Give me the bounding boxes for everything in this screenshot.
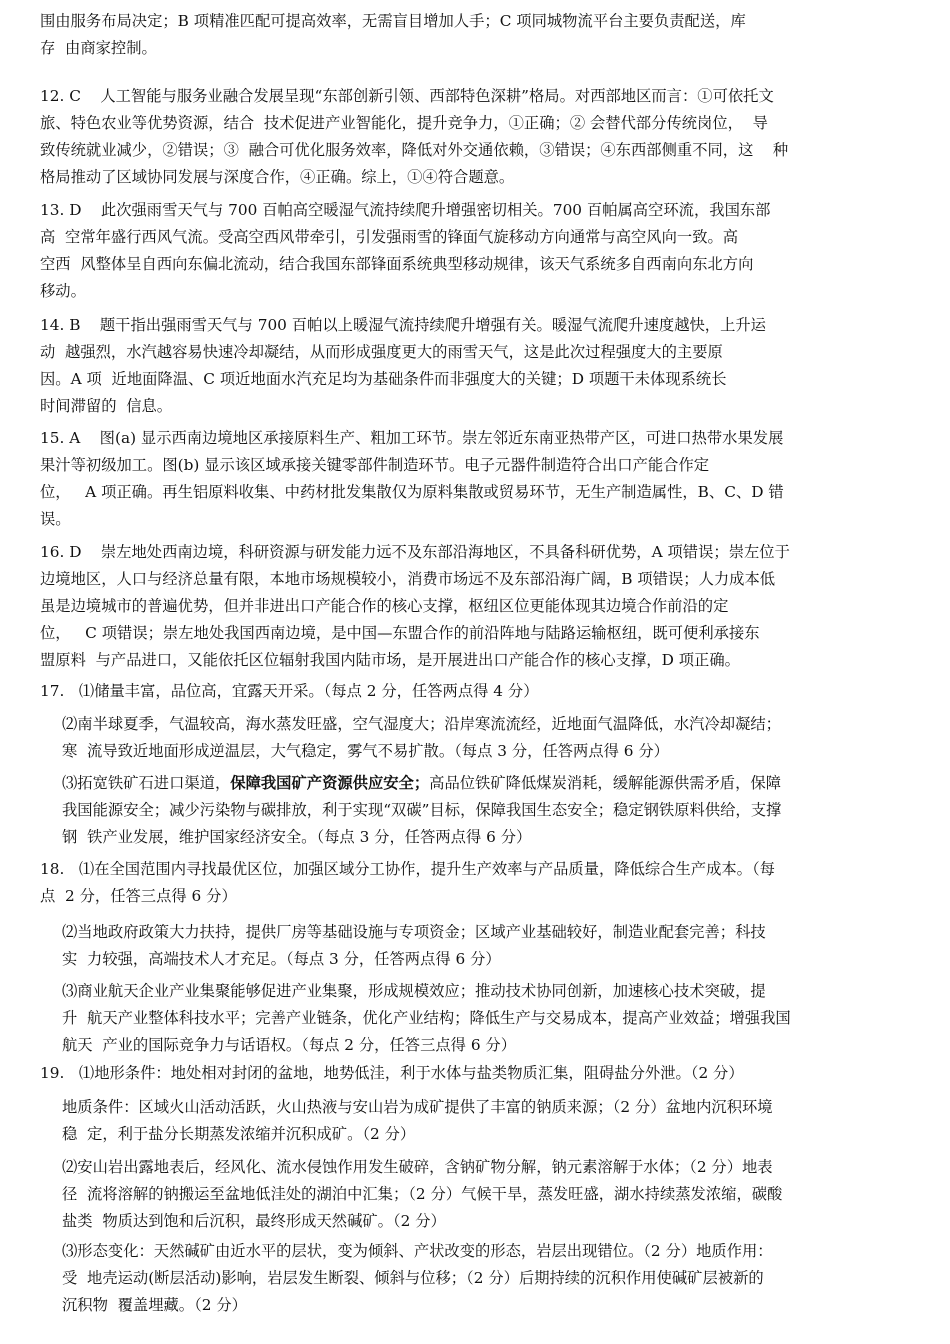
answer-q14: 14. B 题干指出强雨雪天气与 700 百帕以上暖湿气流持续爬升增强有关。暖湿气流爬升速度越快，上升运 动 越强烈，水汽越容易快速冷却凝结，从而形成强度更大的雨雪天气，这是此次过程强度大的主要原 因。A 项 近地面降温、C 项近地面水汽充足均为基础条件而非强度大的关键；D 项题干未体现系统长 时间滞留的 信息。 bbox=[40, 316, 766, 415]
answer-q17-part3-bold: 保障我国矿产资源供应安全； bbox=[230, 774, 430, 792]
paragraph-q11-continuation: 围由服务布局决定；B 项精准匹配可提高效率，无需盲目增加人手；C 项同城物流平台主要负责配送，库 存 由商家控制。 bbox=[40, 12, 746, 57]
answer-q18-part1: 18. ⑴在全国范围内寻找最优区位，加强区域分工协作，提升生产效率与产品质量，降低综合生产成本。（每 点 2 分，任答三点得 6 分） bbox=[40, 860, 775, 905]
answer-q18-part3: ⑶商业航天企业产业集聚能够促进产业集聚，形成规模效应；推动技术协同创新，加速核心技术突破，提 升 航天产业整体科技水平；完善产业链条，优化产业结构；降低生产与交易成本，提高产业效益；增强我国 航天 产业的国际竞争力与话语权。（每点 2 分，任答三点得 6 分） bbox=[62, 982, 791, 1054]
answer-q19-part3: ⑶形态变化：天然碱矿由近水平的层状，变为倾斜、产状改变的形态，岩层出现错位。（2 分）地质作用： 受 地壳运动(断层活动)影响，岩层发生断裂、倾斜与位移；（2 分）后期持续的沉积作用使碱矿层被新的 沉积物 覆盖埋藏。（2 分） bbox=[62, 1242, 773, 1314]
answer-q19-part2: ⑵安山岩出露地表后，经风化、流水侵蚀作用发生破碎，含钠矿物分解，钠元素溶解于水体；（2 分）地表 径 流将溶解的钠搬运至盆地低洼处的湖泊中汇集；（2 分）气候干旱，蒸发旺盛，湖水持续蒸发浓缩，碳酸 盐类 物质达到饱和后沉积，最终形成天然碱矿。（2 分） bbox=[62, 1158, 783, 1230]
answer-q17-part3-rest: 高品位铁矿降低煤炭消耗，缓解能源供需矛盾，保障 我国能源安全；减少污染物与碳排放，利于实现“双碳”目标，保障我国生态安全；稳定钢铁原料供给，支撑 钢 铁产业发展，维护国家经济安全。（每点 3 分，任答两点得 6 分） bbox=[62, 774, 782, 846]
answer-q17-part1: 17. ⑴储量丰富，品位高，宜露天开采。（每点 2 分，任答两点得 4 分） bbox=[40, 682, 539, 700]
answer-q15: 15. A 图(a) 显示西南边境地区承接原料生产、粗加工环节。崇左邻近东南亚热带产区，可进口热带水果发展 果汁等初级加工。图(b) 显示该区域承接关键零部件制造环节。电子元器件制造符合出口产能合作定 位， A 项正确。再生铝原料收集、中药材批发集散仅为原料集散或贸易环节，无生产制造属性，B、C、D 错 误。 bbox=[40, 429, 784, 528]
answer-q16: 16. D 崇左地处西南边境，科研资源与研发能力远不及东部沿海地区，不具备科研优势，A 项错误；崇左位于 边境地区，人口与经济总量有限，本地市场规模较小，消费市场远不及东部沿海广阔，B 项错误；人力成本低 虽是边境城市的普遍优势，但并非进出口产能合作的核心支撑，枢纽区位更能体现其边境合作前沿的定 位， C 项错误；崇左地处我国西南边境，是中国—东盟合作的前沿阵地与陆路运输枢纽，既可便利承接东 盟原料 与产品进口，又能依托区位辐射我国内陆市场，是开展进出口产能合作的核心支撑，D 项正确。 bbox=[40, 543, 790, 669]
answer-q17-part3 bbox=[62, 770, 920, 851]
answer-q19-part1: 19. ⑴地形条件：地处相对封闭的盆地，地势低洼，利于水体与盐类物质汇集，阻碍盐分外泄。（2 分） bbox=[40, 1064, 744, 1082]
answer-q12: 12. C 人工智能与服务业融合发展呈现“东部创新引领、西部特色深耕”格局。对西部地区而言：①可依托文 旅、特色农业等优势资源，结合 技术促进产业智能化，提升竞争力，①正确；② 会替代部分传统岗位， 导 致传统就业减少，②错误；③ 融合可优化服务效率，降低对外交通依赖，③错误；④东西部侧重不同，这 种 格局推动了区域协同发展与深度合作，④正确。综上，①④符合题意。 bbox=[40, 87, 789, 186]
answer-q19-part1-geology: 地质条件：区域火山活动活跃，火山热液与安山岩为成矿提供了丰富的钠质来源；（2 分）盆地内沉积环境 稳 定，利于盐分长期蒸发浓缩并沉积成矿。（2 分） bbox=[62, 1098, 773, 1143]
answer-q17-part3-lead: ⑶拓宽铁矿石进口渠道， bbox=[62, 774, 231, 792]
answer-q18-part2: ⑵当地政府政策大力扶持，提供厂房等基础设施与专项资金；区域产业基础较好，制造业配套完善；科技 实 力较强，高端技术人才充足。（每点 3 分，任答两点得 6 分） bbox=[62, 923, 766, 968]
answer-q17-part2: ⑵南半球夏季，气温较高，海水蒸发旺盛，空气湿度大；沿岸寒流流经，近地面气温降低，水汽冷却凝结； 寒 流导致近地面形成逆温层，大气稳定，雾气不易扩散。（每点 3 分，任答两点得 6 分） bbox=[62, 715, 781, 760]
answer-q13: 13. D 此次强雨雪天气与 700 百帕高空暖湿气流持续爬升增强密切相关。700 百帕属高空环流，我国东部 高 空常年盛行西风气流。受高空西风带牵引，引发强雨雪的锋面气旋移动方向通常与高空风向一致。高 空西 风整体呈自西向东偏北流动，结合我国东部锋面系统典型移动规律，该天气系统多自西南向东北方向 移动。 bbox=[40, 201, 771, 300]
